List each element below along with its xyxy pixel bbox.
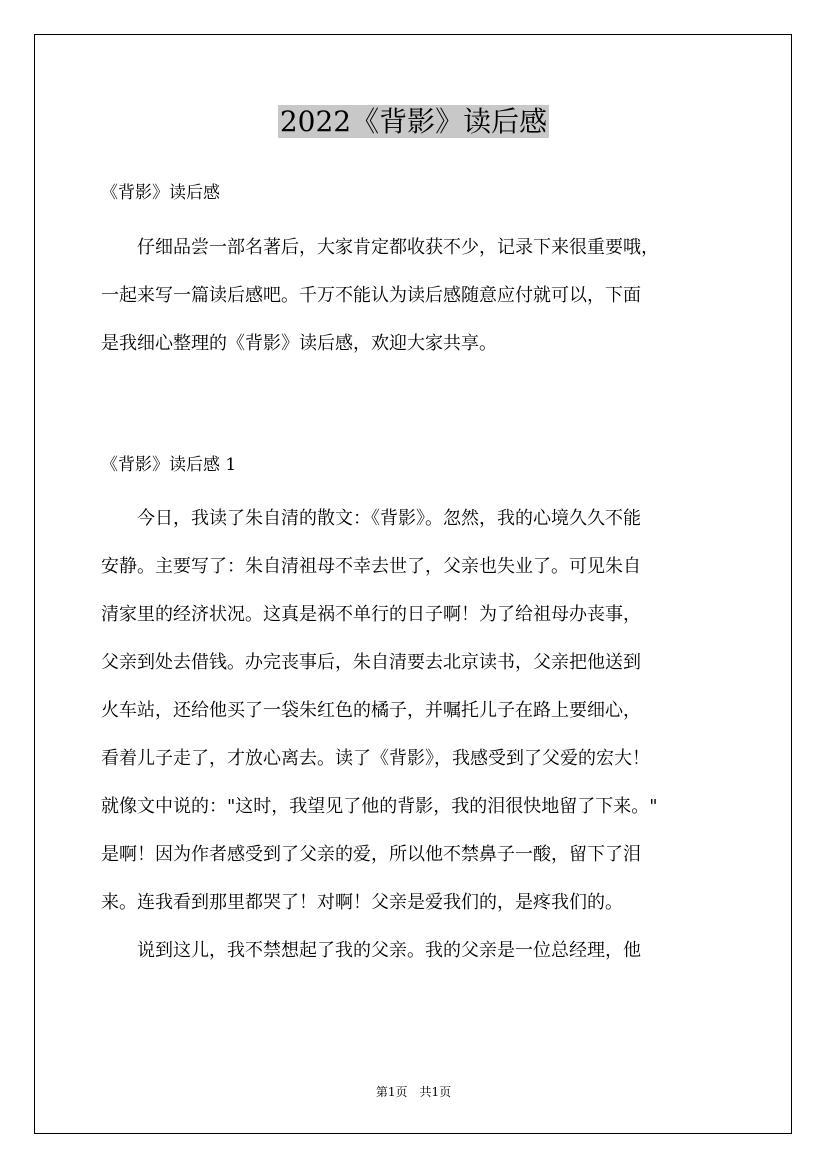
body-line: 安静。主要写了：朱自清祖母不幸去世了，父亲也失业了。可见朱自 <box>101 556 641 577</box>
section-heading: 《背影》读后感 1 <box>101 455 237 475</box>
body-line: 父亲到处去借钱。办完丧事后，朱自清要去北京读书，父亲把他送到 <box>101 652 641 673</box>
body-line: 是啊！因为作者感受到了父亲的爱，所以他不禁鼻子一酸，留下了泪 <box>101 844 641 865</box>
body-line: 就像文中说的："这时，我望见了他的背影，我的泪很快地留了下来。" <box>101 796 658 817</box>
document-title-text: 2022《背影》读后感 <box>279 105 548 138</box>
subtitle: 《背影》读后感 <box>101 183 220 203</box>
body-line: 火车站，还给他买了一袋朱红色的橘子，并嘱托儿子在路上要细心， <box>101 700 641 721</box>
intro-line: 一起来写一篇读后感吧。千万不能认为读后感随意应付就可以，下面 <box>101 285 641 306</box>
intro-line: 仔细品尝一部名著后，大家肯定都收获不少，记录下来很重要哦， <box>101 237 659 258</box>
body-paragraph <box>101 495 741 975</box>
body-line: 看着儿子走了，才放心离去。读了《背影》，我感受到了父爱的宏大！ <box>101 748 650 769</box>
intro-line: 是我细心整理的《背影》读后感，欢迎大家共享。 <box>101 333 497 354</box>
body-line: 今日，我读了朱自清的散文：《背影》。忽然，我的心境久久不能 <box>101 508 641 529</box>
page-footer: 第1页 共1页 <box>375 1085 452 1099</box>
body-line: 说到这儿，我不禁想起了我的父亲。我的父亲是一位总经理，他 <box>101 940 641 961</box>
body-line: 来。连我看到那里都哭了！对啊！父亲是爱我们的，是疼我们的。 <box>101 892 623 913</box>
document-title <box>0 100 827 144</box>
body-line: 清家里的经济状况。这真是祸不单行的日子啊！为了给祖母办丧事， <box>101 604 641 625</box>
intro-paragraph <box>101 224 741 368</box>
